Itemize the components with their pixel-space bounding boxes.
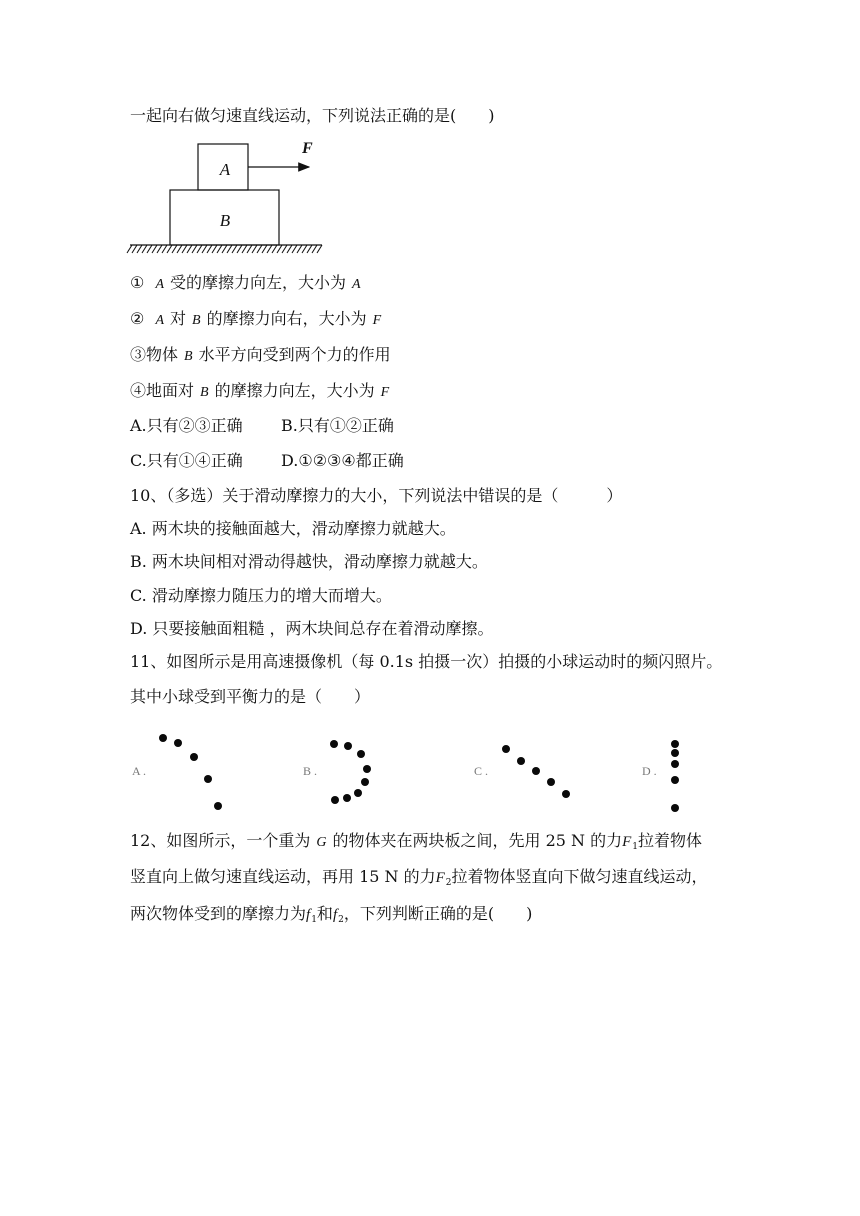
hatch-stroke [177, 245, 182, 253]
hatch-stroke [272, 245, 277, 253]
ball-dot [547, 778, 555, 786]
ball-dot [671, 760, 679, 768]
hatch-stroke [157, 245, 162, 253]
panel-label-a: A . [132, 764, 147, 778]
force-label: F [302, 140, 313, 157]
q10-stem: 10、（多选）关于滑动摩擦力的大小，下列说法中错误的是（ ） [130, 486, 623, 505]
hatch-stroke [287, 245, 292, 253]
q9-option-c: C.只有①④正确 [130, 451, 243, 470]
hatch-stroke [247, 245, 252, 253]
hatch-stroke [307, 245, 312, 253]
ball-dot [357, 750, 365, 758]
hatch-stroke [277, 245, 282, 253]
panel-label-d: D . [642, 764, 657, 778]
ball-dot [671, 804, 679, 812]
ball-dot [214, 802, 222, 810]
hatch-stroke [297, 245, 302, 253]
block-b-label: B [219, 211, 231, 230]
hatch-stroke [162, 245, 167, 253]
hatch-stroke [282, 245, 287, 253]
q9-option-a: A.只有②③正确 [130, 416, 243, 435]
statement-2: ② A 对 B 的摩擦力向右，大小为 F [130, 309, 382, 328]
ball-dot [671, 776, 679, 784]
q10-option-b: B. 两木块间相对滑动得越快，滑动摩擦力就越大。 [130, 552, 488, 571]
hatch-stroke [197, 245, 202, 253]
ball-dot [190, 753, 198, 761]
ball-dot [562, 790, 570, 798]
ball-dot [361, 778, 369, 786]
hatch-stroke [292, 245, 297, 253]
ball-dot [671, 749, 679, 757]
hatch-stroke [267, 245, 272, 253]
q9-stem-tail: 一起向右做匀速直线运动，下列说法正确的是( ) [130, 106, 495, 125]
hatch-stroke [252, 245, 257, 253]
panel-label-c: C . [474, 764, 489, 778]
statement-3: ③物体 B 水平方向受到两个力的作用 [130, 345, 391, 364]
q12-line2: 竖直向上做匀速直线运动，再用 15 N 的力$F_2$拉着物体竖直向下做匀速直线运动， [130, 867, 708, 888]
hatch-stroke [217, 245, 222, 253]
ball-dot [363, 765, 371, 773]
ball-dot [532, 767, 540, 775]
ball-dot [502, 745, 510, 753]
q11-stem-line2: 其中小球受到平衡力的是（ ） [130, 687, 371, 706]
hatch-stroke [302, 245, 307, 253]
ball-dot [331, 796, 339, 804]
ball-dot [330, 740, 338, 748]
ball-dot [671, 740, 679, 748]
hatch-stroke [242, 245, 247, 253]
strobe-panel-a [130, 730, 240, 814]
block-a-label: A [219, 160, 231, 179]
q10-option-a: A. 两木块的接触面越大，滑动摩擦力就越大。 [130, 519, 456, 538]
hatch-stroke [167, 245, 172, 253]
ball-dot [517, 757, 525, 765]
strobe-panel-d [642, 730, 752, 814]
q12-line1: 12、如图所示，一个重为 G 的物体夹在两块板之间，先用 25 N 的力$F_1$拉着物体 [130, 831, 703, 852]
hatch-stroke [127, 245, 132, 253]
hatch-stroke [172, 245, 177, 253]
hatch-stroke [147, 245, 152, 253]
strobe-panel-b [303, 730, 413, 814]
ball-dot [159, 734, 167, 742]
hatch-stroke [207, 245, 212, 253]
ball-dot [204, 775, 212, 783]
strobe-panel-c [474, 730, 584, 814]
ball-dot [174, 739, 182, 747]
panel-label-b: B . [303, 764, 318, 778]
q12-line3: 两次物体受到的摩擦力为$f_1$和$f_2$，下列判断正确的是( ) [130, 904, 533, 925]
ball-dot [354, 789, 362, 797]
hatch-stroke [312, 245, 317, 253]
hatch-stroke [317, 245, 322, 253]
hatch-stroke [137, 245, 142, 253]
hatch-stroke [202, 245, 207, 253]
statement-1: ① A 受的摩擦力向左，大小为 A [130, 273, 361, 292]
q9-blocks-figure [126, 136, 332, 258]
hatch-stroke [142, 245, 147, 253]
hatch-stroke [262, 245, 267, 253]
hatch-stroke [222, 245, 227, 253]
statement-4: ④地面对 B 的摩擦力向左，大小为 F [130, 381, 390, 400]
hatch-stroke [212, 245, 217, 253]
ball-dot [343, 794, 351, 802]
ground-hatch [127, 245, 322, 253]
ball-dot [344, 742, 352, 750]
hatch-stroke [237, 245, 242, 253]
q9-option-b: B.只有①②正确 [281, 416, 394, 435]
hatch-stroke [232, 245, 237, 253]
hatch-stroke [192, 245, 197, 253]
hatch-stroke [257, 245, 262, 253]
q11-stem-line1: 11、如图所示是用高速摄像机（每 0.1s 拍摄一次）拍摄的小球运动时的频闪照片。 [130, 652, 723, 671]
hatch-stroke [132, 245, 137, 253]
hatch-stroke [227, 245, 232, 253]
q10-option-d: D. 只要接触面粗糙 ，两木块间总存在着滑动摩擦。 [130, 619, 494, 638]
q9-option-d: D.①②③④都正确 [281, 451, 404, 470]
q10-option-c: C. 滑动摩擦力随压力的增大而增大。 [130, 586, 392, 605]
hatch-stroke [182, 245, 187, 253]
hatch-stroke [187, 245, 192, 253]
hatch-stroke [152, 245, 157, 253]
